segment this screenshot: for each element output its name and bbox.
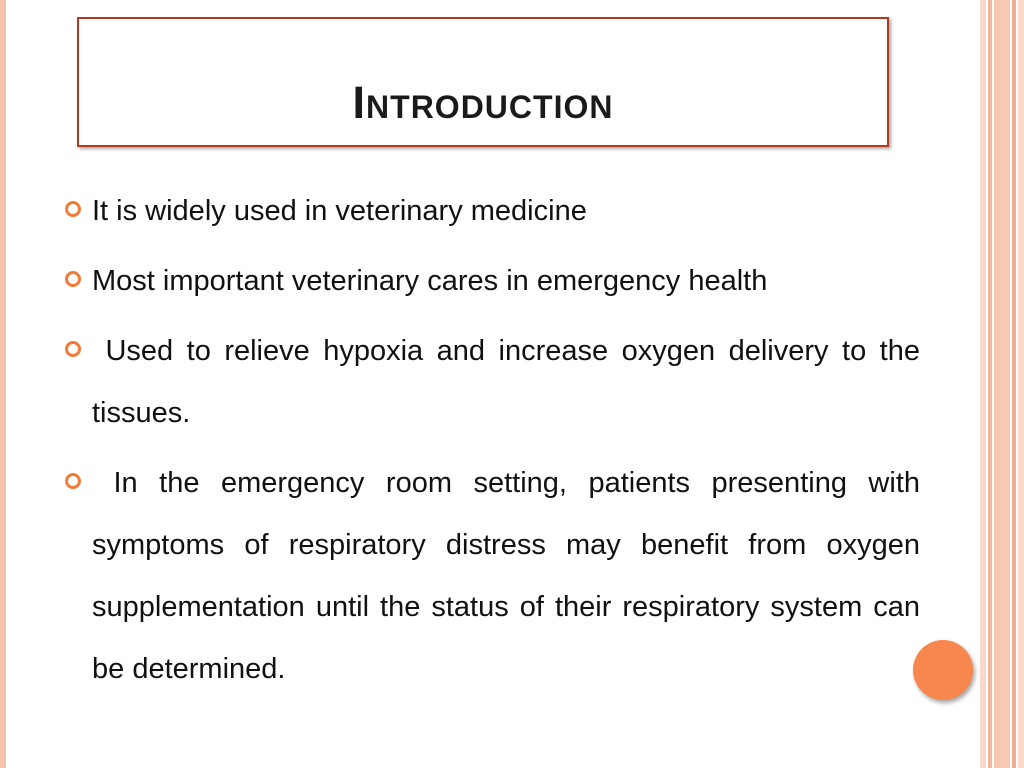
stripe: [980, 0, 986, 768]
stripe: [1018, 0, 1024, 768]
orange-decorative-dot: [913, 640, 973, 700]
bullet-item: [60, 452, 929, 700]
bullet-item: [60, 180, 920, 242]
bullet-circle-icon: [65, 341, 81, 357]
stripe: [994, 0, 1010, 768]
bullet-circle-icon: [65, 473, 81, 489]
bullet-text: Most important veterinary cares in emergency health: [92, 265, 768, 297]
bullet-text: Used to relieve hypoxia and increase oxygen delivery to the tissues.: [92, 335, 929, 429]
bullet-item: [60, 320, 929, 444]
bullet-item: [60, 250, 920, 312]
slide-title: Introduction: [352, 77, 614, 128]
left-decorative-stripe: [0, 0, 6, 768]
right-decorative-stripes: [980, 0, 1024, 768]
stripe: [1012, 0, 1016, 768]
bullet-text: It is widely used in veterinary medicine: [92, 195, 587, 227]
bullet-list: [60, 180, 929, 708]
bullet-circle-icon: [65, 271, 81, 287]
stripe: [988, 0, 992, 768]
title-box: [77, 17, 889, 147]
bullet-text: In the emergency room setting, patients presenting with symptoms of respiratory distress may benefit from oxygen supplementation until the status of their respiratory system can be determined.: [92, 467, 929, 685]
bullet-circle-icon: [65, 201, 81, 217]
